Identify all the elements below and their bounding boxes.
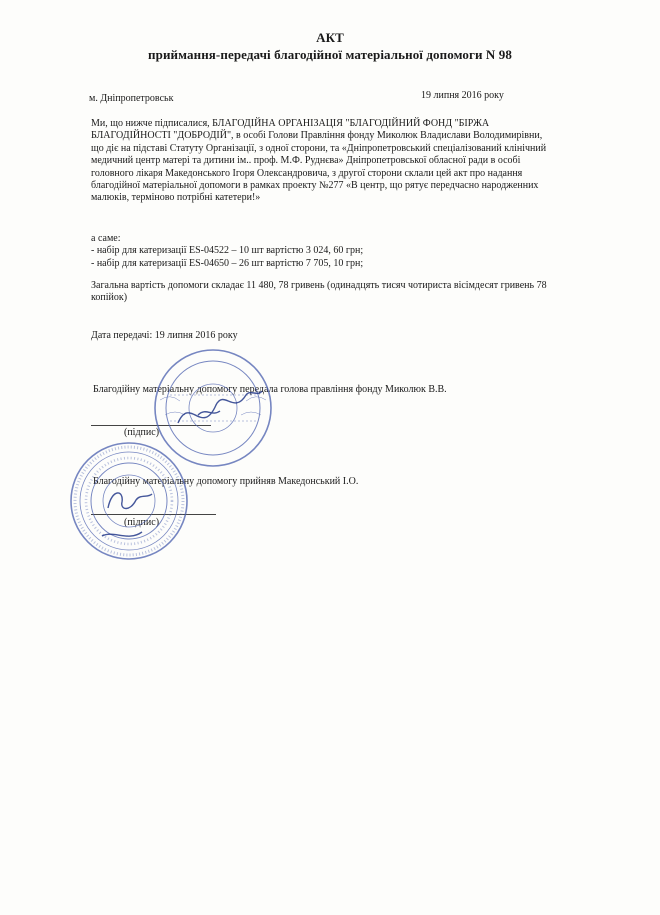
intro-line: БЛАГОДІЙНОСТІ "ДОБРОДІЙ", в особі Голови Правління фонду Миколюк Владислави Володимирівни, xyxy=(91,130,543,142)
total-line: копійок) xyxy=(91,292,128,304)
medical-center-stamp xyxy=(66,438,192,564)
doc-title: АКТ xyxy=(316,30,344,45)
intro-line: що діє на підставі Статуту Організації, з одної сторони, та «Дніпропетровський спеціалізований клінічний xyxy=(91,142,547,154)
receiver-signature-label: (підпис) xyxy=(124,517,160,528)
giver-statement: Благодійну матеріальну допомогу передала голова правління фонду Миколюк В.В. xyxy=(93,384,447,395)
items-list xyxy=(91,233,611,270)
giver-signature-label: (підпис) xyxy=(124,427,160,438)
city: м. Дніпропетровськ xyxy=(89,93,174,104)
date-top: 19 липня 2016 року xyxy=(421,90,504,101)
items-header: а саме: xyxy=(91,233,121,244)
item-line: - набір для катеризації ES-04522 – 10 шт вартістю 3 024, 60 грн; xyxy=(91,245,364,257)
receiver-statement: Благодійну матеріальну допомогу прийняв Македонський І.О. xyxy=(93,476,359,487)
total-line: Загальна вартість допомоги складає 11 480, 78 гривень (одинадцять тисяч чотириста вісімдесят гривень 78 xyxy=(91,280,547,291)
total-paragraph xyxy=(91,280,611,305)
intro-line: Ми, що нижче підписалися, БЛАГОДІЙНА ОРГАНІЗАЦІЯ "БЛАГОДІЙНИЙ ФОНД "БІРЖА xyxy=(91,118,490,129)
transfer-date: Дата передачі: 19 липня 2016 року xyxy=(91,330,238,341)
intro-line: медичний центр матері та дитини ім.. проф. М.Ф. Руднєва» Дніпропетровської обласної ради в особі xyxy=(91,155,521,167)
doc-subtitle: приймання-передачі благодійної матеріальної допомоги N 98 xyxy=(148,47,512,62)
intro-line: малюків, терміново потрібні катетери!» xyxy=(91,192,261,204)
intro-line: головного лікаря Македонського Ігоря Олександровича, з другої сторони склали цей акт про надання xyxy=(91,167,523,179)
item-line: - набір для катеризації ES-04650 – 26 шт вартістю 7 705, 10 грн; xyxy=(91,257,364,269)
intro-line: благодійної матеріальної допомоги в рамках проекту №277 «В центр, що рятує передчасно народженних xyxy=(91,180,539,192)
intro-paragraph xyxy=(91,118,611,205)
